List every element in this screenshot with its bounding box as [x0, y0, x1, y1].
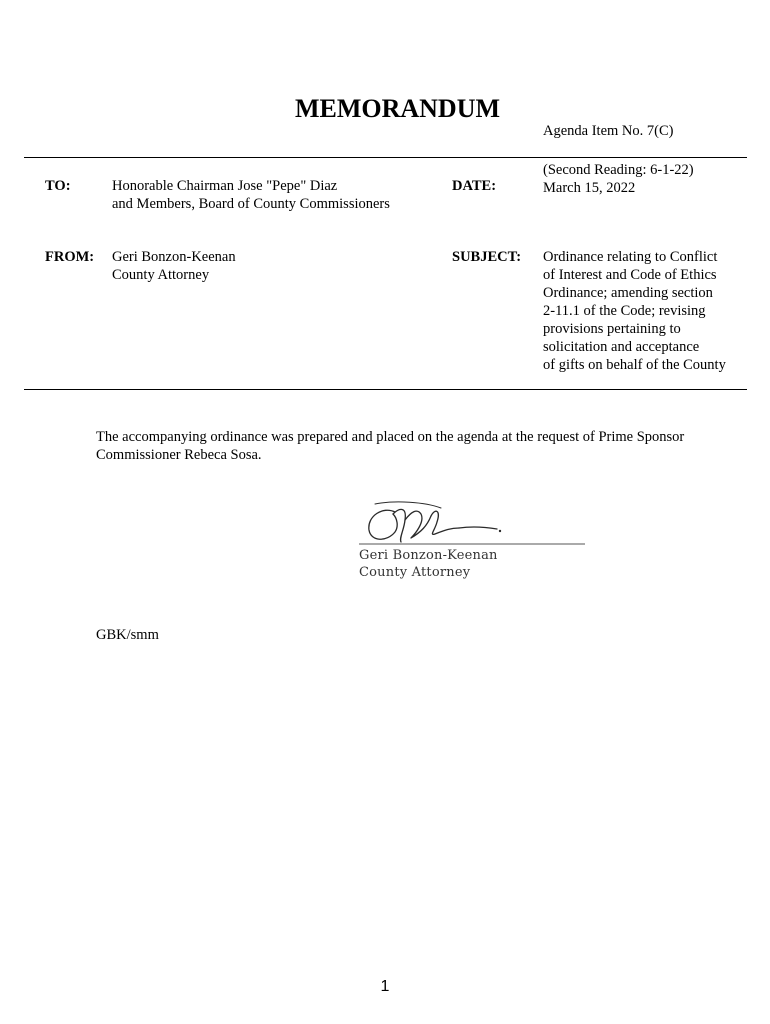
subject-line: 2-11.1 of the Code; revising: [543, 303, 706, 319]
from-label: FROM:: [45, 249, 95, 265]
subject-line: Ordinance relating to Conflict: [543, 249, 718, 265]
from-line: County Attorney: [112, 267, 210, 283]
date-label: DATE:: [452, 178, 497, 194]
to-line: and Members, Board of County Commissioners: [112, 196, 390, 212]
date-line: (Second Reading: 6-1-22): [543, 162, 694, 178]
typist-initials: GBK/smm: [96, 627, 159, 643]
subject-line: provisions pertaining to: [543, 321, 681, 337]
subject-label: SUBJECT:: [452, 249, 522, 265]
date-value: [543, 161, 694, 197]
from-line: Geri Bonzon-Keenan: [112, 249, 236, 265]
top-rule: [24, 157, 747, 158]
signatory-title: County Attorney: [359, 565, 471, 580]
to-recipients: [112, 177, 390, 213]
signatory-name: Geri Bonzon-Keenan: [359, 548, 498, 563]
to-label: TO:: [45, 178, 71, 194]
to-line: Honorable Chairman Jose "Pepe" Diaz: [112, 178, 338, 194]
page-number: 1: [380, 978, 390, 995]
date-line: March 15, 2022: [543, 180, 636, 196]
subject-text: [543, 248, 726, 374]
subject-line: of Interest and Code of Ethics: [543, 267, 717, 283]
subject-line: Ordinance; amending section: [543, 285, 713, 301]
handwritten-signature: [355, 498, 595, 550]
signature-block: [359, 547, 498, 581]
memo-body: [96, 428, 684, 464]
body-line: The accompanying ordinance was prepared and placed on the agenda at the request of Prime Sponsor: [96, 429, 685, 445]
body-line: Commissioner Rebeca Sosa.: [96, 447, 262, 463]
agenda-item: Agenda Item No. 7(C): [543, 123, 674, 139]
bottom-rule: [24, 389, 747, 390]
memo-title: MEMORANDUM: [294, 94, 501, 123]
subject-line: of gifts on behalf of the County: [543, 357, 726, 373]
from-sender: [112, 248, 236, 284]
subject-line: solicitation and acceptance: [543, 339, 700, 355]
